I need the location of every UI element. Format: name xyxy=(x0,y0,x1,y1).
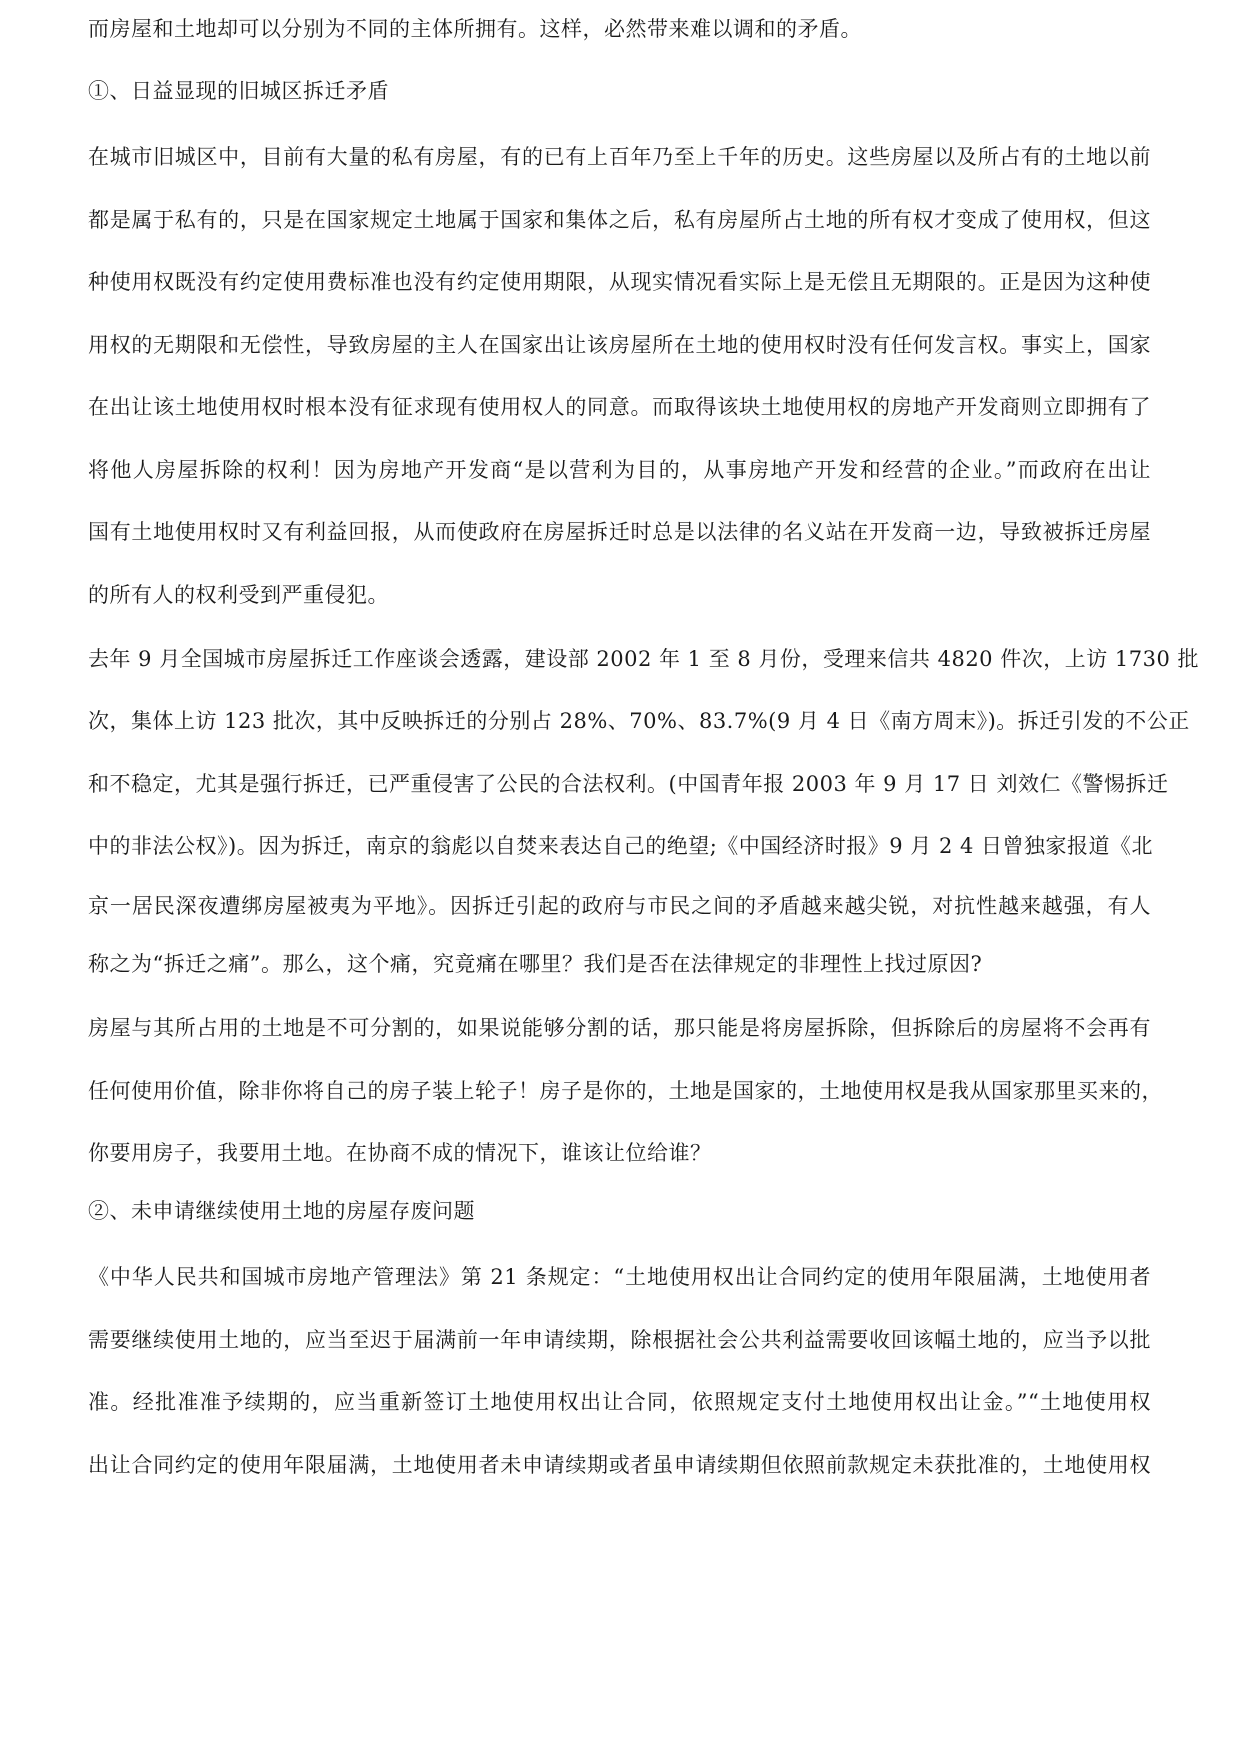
text-line: 出让合同约定的使用年限届满，土地使用者未申请续期或者虽申请续期但依照前款规定未获批准的，土地使用权 xyxy=(88,1453,1151,1477)
text-line: 房屋与其所占用的土地是不可分割的，如果说能够分割的话，那只能是将房屋拆除，但拆除后的房屋将不会再有 xyxy=(88,1016,1151,1040)
text-line: 称之为“拆迁之痛”。那么，这个痛，究竟痛在哪里？我们是否在法律规定的非理性上找过原因? xyxy=(88,952,983,976)
text-line: 任何使用价值，除非你将自己的房子装上轮子！房子是你的，土地是国家的，土地使用权是我从国家那里买来的， xyxy=(88,1079,1163,1103)
text-line: 和不稳定，尤其是强行拆迁，已严重侵害了公民的合法权利。(中国青年报 2003 年 9 月 17 日 刘效仁《警惕拆迁 xyxy=(88,772,1169,796)
text-line: 国有土地使用权时又有利益回报，从而使政府在房屋拆迁时总是以法律的名义站在开发商一边，导致被拆迁房屋 xyxy=(88,520,1151,544)
text-line: 在出让该土地使用权时根本没有征求现有使用权人的同意。而取得该块土地使用权的房地产开发商则立即拥有了 xyxy=(88,395,1151,419)
text-line: 《中华人民共和国城市房地产管理法》第 21 条规定：“土地使用权出让合同约定的使用年限届满，土地使用者 xyxy=(88,1265,1151,1289)
text-line: 用权的无期限和无偿性，导致房屋的主人在国家出让该房屋所在土地的使用权时没有任何发言权。事实上，国家 xyxy=(88,333,1151,357)
section-heading: ①、日益显现的旧城区拆迁矛盾 xyxy=(88,79,389,103)
text-line: 你要用房子，我要用土地。在协商不成的情况下，谁该让位给谁？ xyxy=(88,1141,712,1165)
text-line: 准。经批准准予续期的，应当重新签订土地使用权出让合同，依照规定支付土地使用权出让金。”“土地使用权 xyxy=(88,1390,1151,1414)
section-heading: ②、未申请继续使用土地的房屋存废问题 xyxy=(88,1199,475,1223)
text-line: 需要继续使用土地的，应当至迟于届满前一年申请续期，除根据社会公共利益需要收回该幅土地的，应当予以批 xyxy=(88,1328,1151,1352)
text-line: 的所有人的权利受到严重侵犯。 xyxy=(88,583,389,607)
text-line: 去年 9 月全国城市房屋拆迁工作座谈会透露，建设部 2002 年 1 至 8 月份，受理来信共 4820 件次，上访 1730 批 xyxy=(88,647,1200,671)
text-line: 都是属于私有的，只是在国家规定土地属于国家和集体之后，私有房屋所占土地的所有权才变成了使用权，但这 xyxy=(88,208,1151,232)
text-line: 次，集体上访 123 批次，其中反映拆迁的分别占 28%、70%、83.7%(9 月 4 日《南方周末》)。拆迁引发的不公正 xyxy=(88,709,1190,733)
text-line: 将他人房屋拆除的权利！因为房地产开发商“是以营利为目的，从事房地产开发和经营的企业。”而政府在出让 xyxy=(88,458,1151,482)
text-line: 中的非法公权》)。因为拆迁，南京的翁彪以自焚来表达自己的绝望;《中国经济时报》9 月 2 4 日曾独家报道《北 xyxy=(88,834,1154,858)
text-line: 而房屋和土地却可以分别为不同的主体所拥有。这样，必然带来难以调和的矛盾。 xyxy=(88,17,862,41)
text-line: 在城市旧城区中，目前有大量的私有房屋，有的已有上百年乃至上千年的历史。这些房屋以及所占有的土地以前 xyxy=(88,145,1151,169)
text-line: 种使用权既没有约定使用费标准也没有约定使用期限，从现实情况看实际上是无偿且无期限的。正是因为这种使 xyxy=(88,270,1151,294)
text-line: 京一居民深夜遭绑房屋被夷为平地》。因拆迁引起的政府与市民之间的矛盾越来越尖锐，对抗性越来越强，有人 xyxy=(88,894,1151,918)
